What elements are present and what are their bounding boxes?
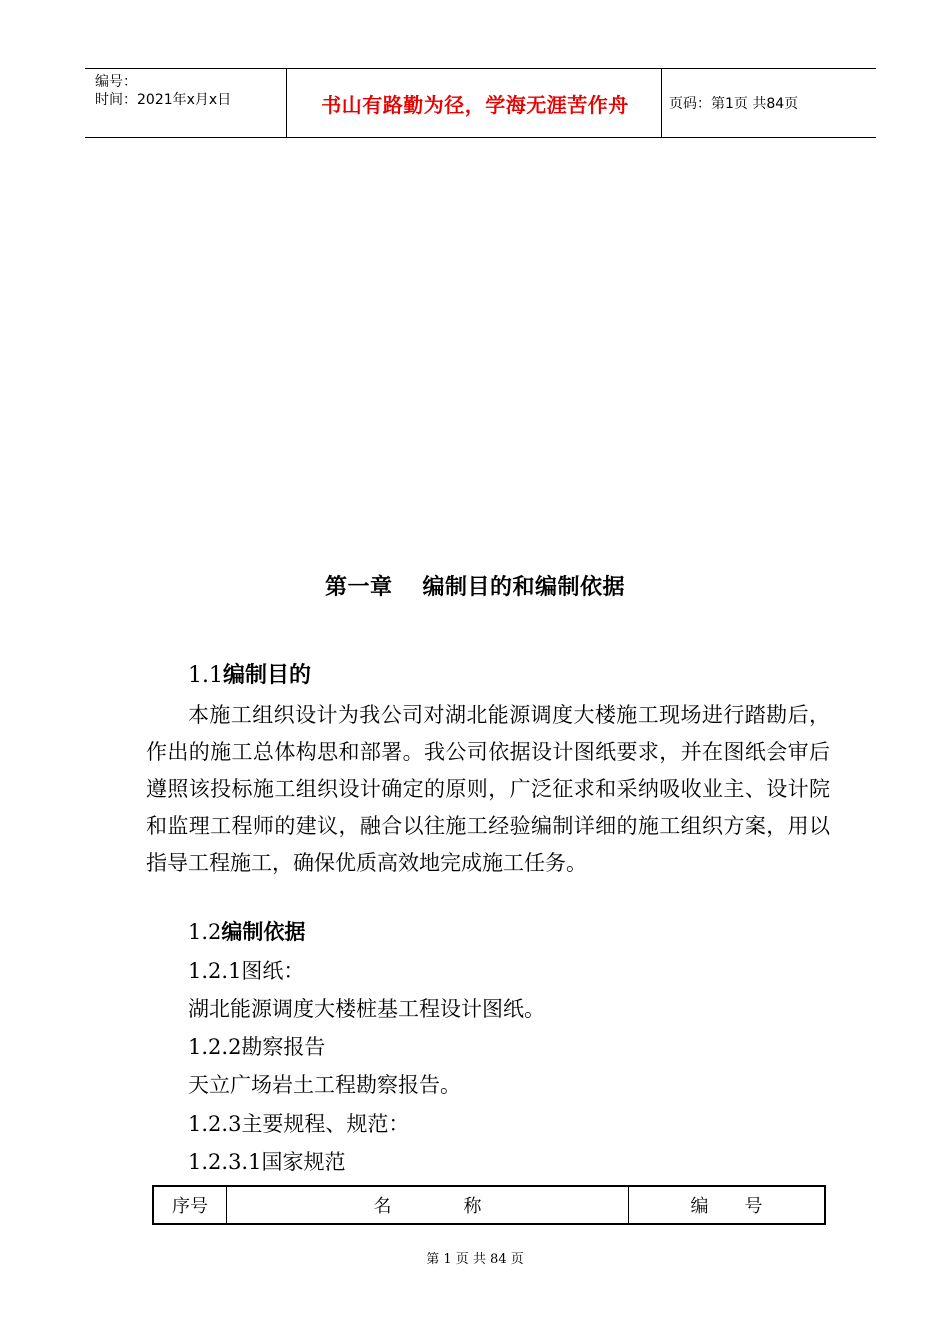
section-heading-1-1 — [188, 658, 311, 689]
section-number: 1.2 — [188, 920, 222, 944]
chapter-number: 第一章 — [324, 575, 393, 600]
subsection-standards: 1.2.3主要规程、规范： — [188, 1112, 410, 1136]
chapter-heading — [0, 570, 950, 601]
col-code-header: 编 号 — [690, 1196, 763, 1217]
page-footer: 第 1 页 共 84 页 — [426, 1252, 524, 1267]
chapter-title: 编制目的和编制依据 — [422, 575, 626, 600]
section-heading-1-2 — [188, 916, 305, 946]
header-time: 时间：2021年x月x日 — [95, 92, 232, 108]
header-divider — [286, 69, 287, 137]
text-line: 天立广场岩土工程勘察报告。 — [188, 1073, 461, 1097]
subsection-survey: 1.2.2勘察报告 — [188, 1035, 326, 1059]
header-motto: 书山有路勤为径，学海无涯苦作舟 — [321, 92, 629, 117]
col-index-header: 序号 — [172, 1196, 208, 1217]
section-number: 1.1 — [188, 663, 223, 688]
section-title: 编制目的 — [223, 663, 312, 688]
text-line: 湖北能源调度大楼桩基工程设计图纸。 — [188, 997, 545, 1021]
page-header — [85, 68, 876, 138]
header-page-info: 页码：第1页 共84页 — [669, 96, 799, 112]
header-number-label: 编号： — [95, 74, 137, 90]
col-name-header: 名 称 — [373, 1196, 482, 1217]
body-paragraph: 本施工组织设计为我公司对湖北能源调度大楼施工现场进行踏勘后，作出的施工总体构思和部署。我公司依据设计图纸要求，并在图纸会审后遵照该投标施工组织设计确定的原则，广泛征求和采纳吸收业主、设计院和监理工程师的建议，融合以往施工经验编制详细的施工组织方案，用以指导工程施工，确保优质高效地完成施工任务。 — [146, 703, 830, 875]
header-divider — [661, 69, 662, 137]
subsection-drawings: 1.2.1图纸： — [188, 959, 305, 983]
header-meta — [95, 73, 231, 109]
section-title: 编制依据 — [221, 920, 306, 944]
standards-table-header — [152, 1185, 826, 1225]
subsection-national-standards: 1.2.3.1国家规范 — [188, 1150, 346, 1174]
